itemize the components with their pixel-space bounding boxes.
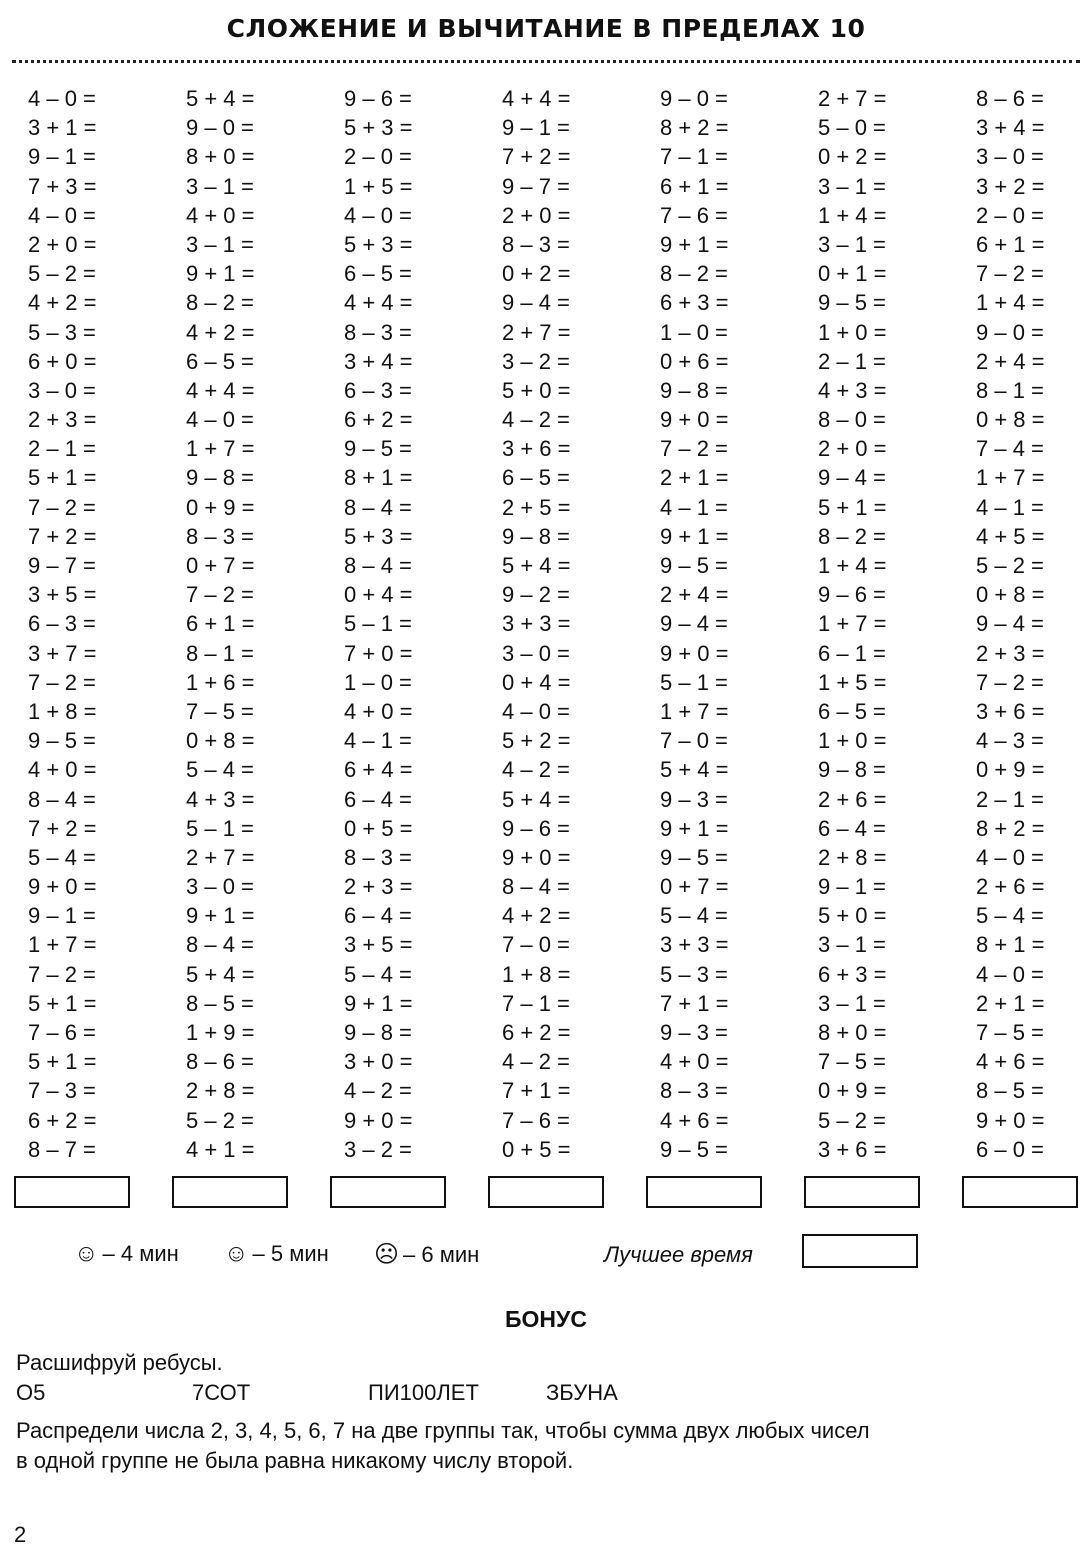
exercise-item: 9 + 0 = [660,640,729,666]
exercise-item: 7 + 0 = [344,640,413,666]
column-time-box[interactable] [330,1176,446,1208]
timing-4min: ☺ – 4 мин [74,1240,179,1267]
exercise-item: 9 – 8 = [660,377,728,403]
exercise-item: 7 – 6 = [660,202,728,228]
exercise-item: 7 – 4 = [976,436,1044,462]
exercise-item: 9 – 0 = [660,86,728,111]
exercise-item: 2 + 4 = [660,582,729,608]
timing-5min: ☺ – 5 мин [224,1240,329,1267]
exercise-item: 6 – 4 = [818,815,886,841]
exercise-item: 1 + 7 = [660,698,729,724]
exercise-item: 5 + 1 = [28,465,97,491]
exercise-item: 4 + 2 = [502,903,571,929]
exercise-column [344,84,413,1164]
exercise-item: 7 + 3 = [28,173,97,199]
exercise-item: 7 + 1 = [660,990,729,1016]
exercise-item: 8 + 2 = [660,115,729,141]
exercise-item: 1 – 0 = [344,669,412,695]
exercise-item: 8 – 3 = [344,319,412,345]
exercise-item: 5 – 2 = [186,1107,254,1133]
exercise-item: 9 – 6 = [818,582,886,608]
exercise-item: 9 – 8 = [344,1020,412,1045]
exercise-item: 0 + 2 = [818,144,887,170]
exercise-item: 5 – 1 = [344,611,412,637]
task-line-2: в одной группе не была равна никакому числу второй. [16,1448,574,1473]
exercise-item: 7 – 2 = [28,669,96,695]
exercise-item: 9 – 1 = [502,115,570,141]
exercise-item: 2 + 0 = [502,202,571,228]
exercise-item: 3 + 6 = [502,436,571,462]
exercise-item: 5 – 4 = [28,844,96,870]
exercise-item: 3 – 2 = [344,1136,412,1162]
exercise-item: 9 – 0 = [976,319,1044,345]
exercise-item: 5 – 4 = [344,961,412,987]
exercise-item: 5 + 3 = [344,115,413,141]
exercise-item: 7 – 2 = [660,436,728,462]
exercise-item: 3 – 1 = [818,990,886,1016]
exercise-item: 5 – 3 = [28,319,96,345]
exercise-item: 2 + 0 = [28,231,97,257]
exercise-item: 2 + 6 = [818,786,887,812]
exercise-item: 3 – 1 = [818,932,886,958]
exercise-item: 3 + 4 = [976,115,1045,141]
exercise-item: 4 – 1 = [660,494,728,520]
neutral-face-icon: ☺ [224,1240,249,1267]
exercise-item: 5 – 1 = [186,815,254,841]
exercise-item: 9 + 0 = [344,1107,413,1133]
exercise-item: 2 + 3 = [976,640,1045,666]
rebus-4: ЗБУНА [546,1380,618,1405]
exercise-item: 4 – 0 = [186,407,254,433]
exercise-item: 3 + 1 = [28,115,97,141]
exercise-item: 8 – 4 = [344,553,412,578]
exercise-item: 1 + 4 = [818,202,887,228]
exercise-item: 8 – 6 = [186,1049,254,1075]
exercise-item: 9 – 1 = [28,144,96,170]
exercise-item: 8 – 4 = [28,786,96,812]
exercise-item: 4 – 2 = [502,407,570,433]
exercise-item: 0 + 4 = [502,669,571,695]
exercise-item: 7 – 1 = [502,990,570,1016]
exercise-item: 0 + 9 = [976,757,1045,783]
exercise-item: 6 – 0 = [976,1136,1044,1162]
exercise-item: 1 + 7 = [976,465,1045,491]
exercise-item: 5 – 4 = [976,903,1044,929]
exercise-item: 2 + 3 = [28,407,97,433]
exercise-item: 3 + 5 = [344,932,413,958]
exercise-item: 1 + 5 = [818,669,887,695]
exercise-item: 3 – 0 = [28,377,96,403]
exercise-item: 6 – 4 = [344,903,412,929]
exercise-item: 1 + 0 = [818,319,887,345]
exercise-item: 9 – 4 = [660,611,728,637]
exercise-item: 9 – 5 = [660,553,728,578]
exercise-item: 0 + 5 = [502,1136,571,1162]
exercise-item: 4 + 2 = [28,290,97,316]
exercise-item: 4 + 4 = [344,290,413,316]
exercise-item: 4 + 6 = [976,1049,1045,1075]
exercise-item: 3 + 6 = [976,698,1045,724]
exercise-item: 2 – 1 = [818,348,886,374]
column-time-box[interactable] [14,1176,130,1208]
exercise-item: 2 + 5 = [502,494,571,520]
exercise-item: 9 – 2 = [502,582,570,608]
exercise-item: 3 + 6 = [818,1136,887,1162]
exercise-item: 9 – 0 = [186,115,254,141]
exercise-item: 3 – 2 = [502,348,570,374]
exercise-item: 9 – 5 = [818,290,886,316]
exercise-item: 2 + 7 = [186,844,255,870]
exercise-item: 7 – 2 = [976,669,1044,695]
exercise-item: 9 – 7 = [28,553,96,578]
exercise-item: 0 + 9 = [186,494,255,520]
exercise-item: 7 – 2 = [28,961,96,987]
exercise-item: 5 – 4 = [660,903,728,929]
exercise-item: 4 + 4 = [186,377,255,403]
exercise-item: 5 + 0 = [502,377,571,403]
exercise-item: 9 – 1 = [28,903,96,929]
exercise-item: 5 + 3 = [344,231,413,257]
exercise-item: 5 – 4 = [186,757,254,783]
exercise-item: 1 + 0 = [818,728,887,754]
exercise-item: 7 – 0 = [502,932,570,958]
exercise-item: 8 – 7 = [28,1136,96,1162]
exercise-item: 8 – 3 = [660,1078,728,1104]
exercise-item: 6 + 0 = [28,348,97,374]
exercise-item: 3 + 3 = [502,611,571,637]
exercise-item: 5 + 3 = [344,523,413,549]
exercise-grid [28,84,1078,1164]
exercise-item: 1 + 4 = [976,290,1045,316]
column-time-box[interactable] [962,1176,1078,1208]
exercise-item: 4 + 0 = [186,202,255,228]
exercise-item: 8 + 0 = [186,144,255,170]
exercise-item: 2 – 0 = [344,144,412,170]
bonus-title: БОНУС [505,1306,587,1332]
exercise-item: 7 – 5 = [818,1049,886,1075]
exercise-item: 1 + 8 = [28,698,97,724]
exercise-item: 2 + 4 = [976,348,1045,374]
exercise-item: 4 – 2 = [502,1049,570,1075]
exercise-item: 0 + 1 = [818,261,887,287]
exercise-item: 0 + 9 = [818,1078,887,1104]
exercise-item: 3 + 7 = [28,640,97,666]
exercise-item: 6 – 1 = [818,640,886,666]
page-number: 2 [14,1522,27,1547]
exercise-item: 3 + 2 = [976,173,1045,199]
exercise-item: 3 – 1 = [186,173,254,199]
exercise-item: 8 + 1 = [344,465,413,491]
exercise-item: 3 + 5 = [28,582,97,608]
exercise-item: 4 – 2 = [344,1078,412,1104]
exercise-item: 6 + 1 = [976,231,1045,257]
exercise-item: 9 – 1 = [818,874,886,900]
exercise-item: 5 + 4 = [186,86,255,111]
exercise-item: 5 – 3 = [660,961,728,987]
exercise-item: 9 – 4 = [502,290,570,316]
exercise-item: 8 + 2 = [976,815,1045,841]
exercise-item: 8 – 1 = [976,377,1044,403]
exercise-item: 0 + 7 = [660,874,729,900]
exercise-column [502,84,571,1164]
exercise-item: 6 – 5 = [818,698,886,724]
exercise-item: 6 – 4 = [344,786,412,812]
exercise-item: 9 + 1 = [660,523,729,549]
exercise-item: 3 – 1 = [186,231,254,257]
exercise-item: 5 + 2 = [502,728,571,754]
exercise-item: 6 – 5 = [502,465,570,491]
exercise-item: 2 + 8 = [186,1078,255,1104]
exercise-item: 4 – 0 = [28,202,96,228]
column-time-box[interactable] [488,1176,604,1208]
exercise-item: 7 + 1 = [502,1078,571,1104]
exercise-item: 7 + 2 = [502,144,571,170]
exercise-item: 9 + 0 = [502,844,571,870]
exercise-item: 9 + 1 = [660,815,729,841]
exercise-item: 4 – 0 = [28,86,96,111]
best-time-label: Лучшее время [604,1242,753,1267]
exercise-item: 3 + 4 = [344,348,413,374]
exercise-item: 2 – 0 = [976,202,1044,228]
exercise-item: 4 + 3 = [818,377,887,403]
exercise-item: 7 – 1 = [660,144,728,170]
exercise-item: 1 + 7 = [28,932,97,958]
timing-6min: ☹ – 6 мин [374,1241,480,1268]
exercise-item: 2 + 0 = [818,436,887,462]
exercise-item: 8 – 1 = [186,640,254,666]
exercise-item: 7 – 2 = [28,494,96,520]
exercise-item: 8 – 4 = [502,874,570,900]
exercise-item: 9 – 8 = [186,465,254,491]
exercise-item: 9 – 3 = [660,786,728,812]
exercise-item: 8 – 2 = [186,290,254,316]
exercise-item: 6 + 1 = [186,611,255,637]
exercise-item: 4 + 0 = [28,757,97,783]
exercise-item: 4 + 6 = [660,1107,729,1133]
rebus-3: ПИ100ЛЕТ [368,1380,479,1405]
exercise-item: 2 – 1 = [976,786,1044,812]
exercise-column [976,84,1045,1164]
exercise-item: 2 + 8 = [818,844,887,870]
exercise-item: 8 – 6 = [976,86,1044,111]
exercise-item: 9 – 6 = [502,815,570,841]
exercise-item: 5 + 4 = [502,553,571,578]
exercise-item: 3 + 3 = [660,932,729,958]
exercise-item: 4 + 4 = [502,86,571,111]
page-title: СЛОЖЕНИЕ И ВЫЧИТАНИЕ В ПРЕДЕЛАХ 10 [226,14,866,43]
column-time-box[interactable] [804,1176,920,1208]
exercise-item: 8 + 1 = [976,932,1045,958]
exercise-item: 9 – 3 = [660,1020,728,1045]
exercise-item: 0 + 4 = [344,582,413,608]
exercise-item: 9 – 4 = [818,465,886,491]
exercise-item: 2 + 7 = [502,319,571,345]
exercise-item: 8 – 3 = [186,523,254,549]
exercise-item: 0 + 7 = [186,553,255,578]
exercise-item: 1 + 4 = [818,553,887,578]
exercise-item: 5 + 4 = [186,961,255,987]
exercise-item: 2 + 7 = [818,86,887,111]
exercise-item: 3 – 0 = [976,144,1044,170]
exercise-item: 4 + 3 = [186,786,255,812]
exercise-item: 9 – 5 = [660,844,728,870]
exercise-item: 4 – 0 = [976,961,1044,987]
exercise-item: 5 – 0 = [818,115,886,141]
exercise-item: 4 + 1 = [186,1136,255,1162]
exercise-item: 9 – 5 = [660,1136,728,1162]
exercise-item: 7 – 5 = [186,698,254,724]
exercise-item: 8 – 2 = [660,261,728,287]
exercise-item: 8 + 0 = [818,1020,887,1045]
best-time-box[interactable] [802,1234,918,1268]
exercise-item: 9 + 1 = [186,903,255,929]
exercise-item: 1 + 7 = [186,436,255,462]
exercise-item: 5 + 1 = [818,494,887,520]
exercise-item: 9 – 8 = [818,757,886,783]
smile-face-icon: ☺ [74,1240,99,1267]
exercise-item: 4 + 5 = [976,523,1045,549]
exercise-item: 3 – 0 = [186,874,254,900]
exercise-item: 9 + 1 = [344,990,413,1016]
exercise-item: 1 + 8 = [502,961,571,987]
exercise-item: 1 + 9 = [186,1020,255,1045]
exercise-column [28,84,97,1164]
exercise-item: 5 + 1 = [28,1049,97,1075]
exercise-item: 7 – 6 = [28,1020,96,1045]
exercise-item: 7 + 2 = [28,815,97,841]
exercise-item: 9 – 5 = [344,436,412,462]
exercise-item: 5 – 2 = [976,553,1044,578]
exercise-item: 6 – 3 = [28,611,96,637]
exercise-item: 0 + 8 = [976,582,1045,608]
task-line-1: Распредели числа 2, 3, 4, 5, 6, 7 на две группы так, чтобы сумма двух любых чисел [16,1418,870,1443]
exercise-item: 9 + 1 = [660,231,729,257]
exercise-item: 8 – 3 = [502,231,570,257]
exercise-item: 2 – 1 = [28,436,96,462]
exercise-item: 5 + 4 = [502,786,571,812]
exercise-item: 3 – 1 = [818,231,886,257]
exercise-item: 6 + 2 = [502,1020,571,1045]
exercise-item: 8 – 5 = [976,1078,1044,1104]
exercise-item: 8 – 0 = [818,407,886,433]
exercise-item: 3 – 0 = [502,640,570,666]
exercise-item: 8 – 3 = [344,844,412,870]
exercise-item: 2 + 1 = [660,465,729,491]
exercise-column [186,84,255,1164]
exercise-item: 5 + 0 = [818,903,887,929]
exercise-item: 9 + 1 = [186,261,255,287]
exercise-item: 1 + 5 = [344,173,413,199]
exercise-item: 6 – 5 = [186,348,254,374]
exercise-item: 7 – 0 = [660,728,728,754]
exercise-item: 2 + 3 = [344,874,413,900]
column-time-box[interactable] [172,1176,288,1208]
exercise-item: 6 – 5 = [344,261,412,287]
exercise-item: 9 + 0 = [660,407,729,433]
exercise-item: 9 + 0 = [28,874,97,900]
sad-face-icon: ☹ [374,1241,400,1268]
exercise-item: 8 – 5 = [186,990,254,1016]
exercise-item: 4 – 1 = [976,494,1044,520]
exercise-item: 4 – 0 = [344,202,412,228]
exercise-item: 6 – 3 = [344,377,412,403]
exercise-column [818,84,887,1164]
exercise-item: 5 – 2 = [28,261,96,287]
exercise-column [660,84,729,1164]
exercise-item: 4 + 2 = [186,319,255,345]
exercise-item: 6 + 2 = [344,407,413,433]
exercise-item: 8 – 4 = [186,932,254,958]
exercise-item: 4 + 0 = [660,1049,729,1075]
exercise-item: 4 + 0 = [344,698,413,724]
exercise-item: 9 – 7 = [502,173,570,199]
exercise-item: 0 + 8 = [976,407,1045,433]
exercise-item: 4 – 0 = [502,698,570,724]
exercise-item: 0 + 2 = [502,261,571,287]
exercise-item: 5 – 2 = [818,1107,886,1133]
exercise-item: 0 + 8 = [186,728,255,754]
exercise-item: 3 – 1 = [818,173,886,199]
exercise-item: 5 – 1 = [660,669,728,695]
exercise-item: 9 + 0 = [976,1107,1045,1133]
exercise-item: 6 + 3 = [660,290,729,316]
exercise-item: 5 + 1 = [28,990,97,1016]
rebus-1: О5 [16,1380,46,1405]
exercise-item: 7 + 2 = [28,523,97,549]
exercise-item: 1 + 6 = [186,669,255,695]
exercise-item: 4 – 1 = [344,728,412,754]
exercise-item: 6 + 4 = [344,757,413,783]
exercise-item: 4 – 0 = [976,844,1044,870]
bonus-instruction: Расшифруй ребусы. [16,1350,223,1375]
exercise-item: 6 + 3 = [818,961,887,987]
column-time-box[interactable] [646,1176,762,1208]
exercise-item: 7 – 2 = [186,582,254,608]
exercise-item: 7 – 2 = [976,261,1044,287]
dotted-divider [12,60,1080,63]
exercise-item: 7 – 6 = [502,1107,570,1133]
exercise-item: 7 – 3 = [28,1078,96,1104]
exercise-item: 9 – 5 = [28,728,96,754]
exercise-item: 1 – 0 = [660,319,728,345]
exercise-item: 0 + 5 = [344,815,413,841]
rebus-2: 7СОТ [192,1380,251,1405]
exercise-item: 9 – 4 = [976,611,1044,637]
exercise-item: 8 – 4 = [344,494,412,520]
exercise-item: 2 + 1 = [976,990,1045,1016]
exercise-item: 8 – 2 = [818,523,886,549]
exercise-item: 5 + 4 = [660,757,729,783]
exercise-item: 2 + 6 = [976,874,1045,900]
exercise-item: 3 + 0 = [344,1049,413,1075]
exercise-item: 0 + 6 = [660,348,729,374]
exercise-item: 1 + 7 = [818,611,887,637]
exercise-item: 6 + 1 = [660,173,729,199]
exercise-item: 6 + 2 = [28,1107,97,1133]
exercise-item: 7 – 5 = [976,1020,1044,1045]
exercise-item: 4 – 3 = [976,728,1044,754]
exercise-item: 4 – 2 = [502,757,570,783]
exercise-item: 9 – 8 = [502,523,570,549]
exercise-item: 9 – 6 = [344,86,412,111]
